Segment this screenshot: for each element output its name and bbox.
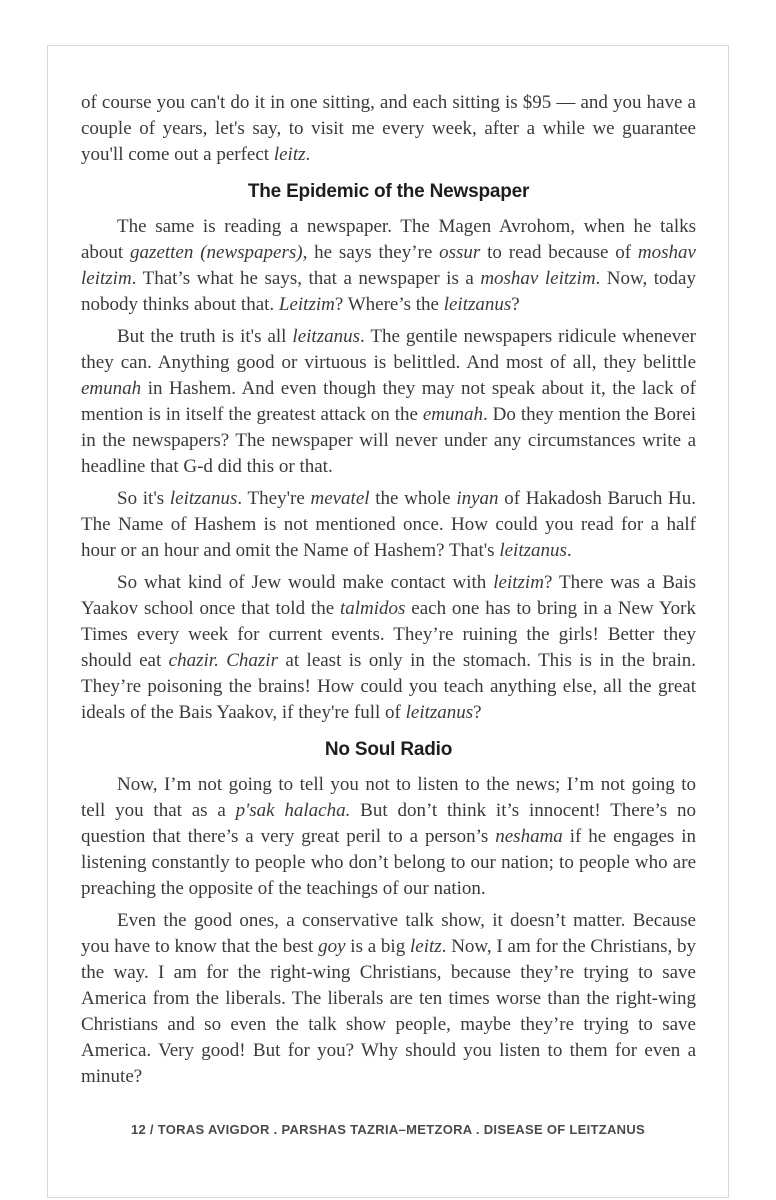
paragraph: Now, I’m not going to tell you not to listen to the news; I’m not going to tell you that as a p'sak halacha. But don’t think it’s innocent! There’s no question that there’s a very great peril to a person’s neshama if he engages in listening constantly to people who don’t belong to our nation; to people who are preaching the opposite of the teachings of our nation.	[81, 774, 697, 899]
section-heading-no-soul-radio: No Soul Radio	[324, 739, 453, 760]
page-content	[81, 90, 696, 1090]
paragraph: But the truth is it's all leitzanus. The gentile newspapers ridicule whenever they can. Anything good or virtuous is belittled. And most of all, they belittle emunah in Hashem. And even though they may not speak about it, the lack of mention is in itself the greatest attack on the emunah. Do they mention the Borei in the newspapers? The newspaper will never under any circumstances write a headline that G-d did this or that.	[81, 326, 696, 477]
document-page	[47, 45, 729, 1198]
paragraph: Even the good ones, a conservative talk show, it doesn’t matter. Because you have to know that the best goy is a big leitz. Now, I am for the Christians, by the way. I am for the right-wing Christians, because they’re trying to save America from the liberals. The liberals are ten times worse than the right-wing Christians and so even the talk show people, maybe they’re trying to save America. Very good! But for you? Why should you listen to them for even a minute?	[81, 910, 696, 1087]
section-heading-epidemic-of-newspaper: The Epidemic of the Newspaper	[247, 181, 530, 202]
paragraph: So it's leitzanus. They're mevatel the whole inyan of Hakadosh Baruch Hu. The Name of Hashem is not mentioned once. How could you read for a half hour or an hour and omit the Name of Hashem? That's leitzanus.	[81, 488, 696, 561]
paragraph: The same is reading a newspaper. The Magen Avrohom, when he talks about gazetten (newspapers), he says they’re ossur to read because of moshav leitzim. That’s what he says, that a newspaper is a moshav leitzim. Now, today nobody thinks about that. Leitzim? Where’s the leitzanus?	[81, 216, 696, 315]
paragraph-opening: of course you can't do it in one sitting, and each sitting is $95 — and you have a couple of years, let's say, to visit me every week, after a while we guarantee you'll come out a perfect leitz.	[81, 92, 696, 165]
page-footer: 12 / TORAS AVIGDOR . PARSHAS TAZRIA–METZORA . DISEASE OF LEITZANUS	[130, 1122, 646, 1137]
paragraph: So what kind of Jew would make contact with leitzim? There was a Bais Yaakov school once that told the talmidos each one has to bring in a New York Times every week for current events. They’re ruining the girls! Better they should eat chazir. Chazir at least is only in the stomach. This is in the brain. They’re poisoning the brains! How could you teach anything else, all the great ideals of the Bais Yaakov, if they're full of leitzanus?	[81, 572, 697, 723]
